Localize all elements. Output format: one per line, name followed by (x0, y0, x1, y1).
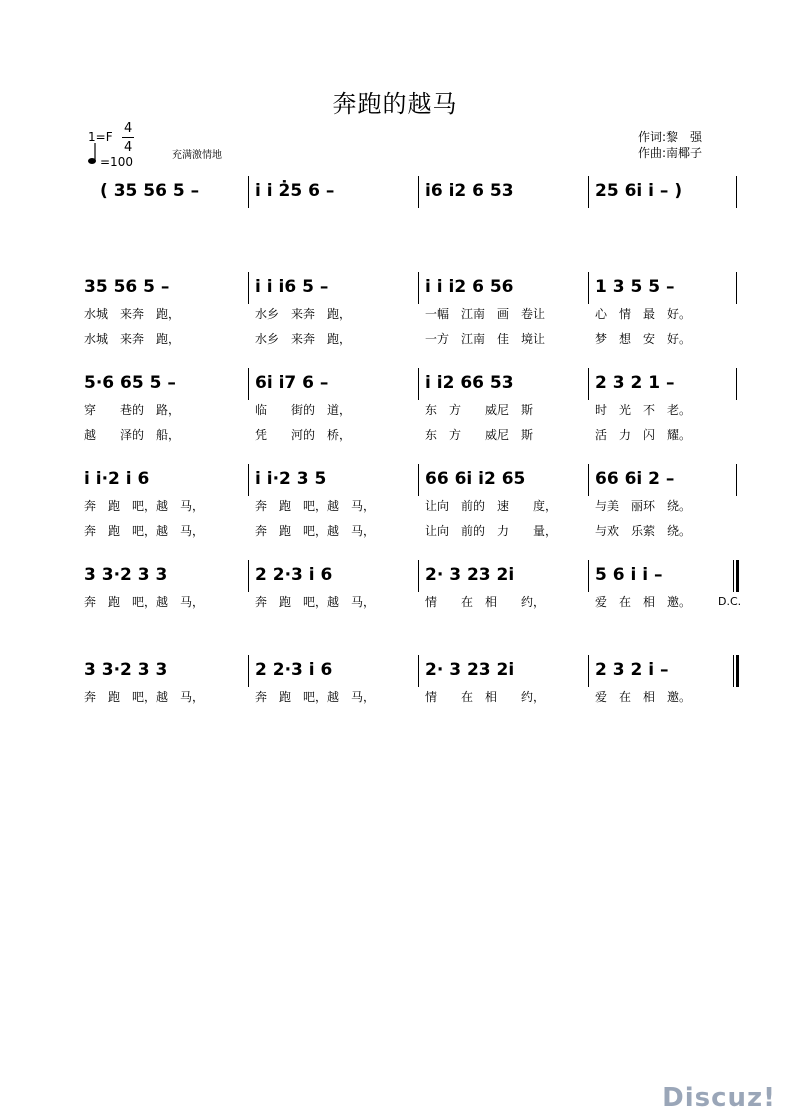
barline (418, 368, 419, 400)
measure: 25 6i i – ) (595, 181, 683, 201)
measure: 2 3 2 1 – (595, 373, 675, 393)
measure: 2 2·3 i 6 (255, 660, 333, 680)
lyric: 爱 在 相 邀。 (595, 595, 692, 609)
lyric: 奔 跑 吧，越 马， (84, 524, 205, 538)
measure: i i2 66 53 (425, 373, 514, 393)
measure: i i i2 6 56 (425, 277, 514, 297)
lyric: 奔 跑 吧，越 马， (255, 690, 376, 704)
lyric: 水城 来奔 跑， (84, 332, 181, 346)
barline (418, 176, 419, 208)
lyric: 让向 前的 力 量， (425, 524, 558, 538)
barline (588, 368, 589, 400)
measure: 66 6i 2 – (595, 469, 675, 489)
lyric: 穿 巷的 路， (84, 403, 181, 417)
lyric: 临 街的 道， (255, 403, 352, 417)
key-signature: 1=F (88, 130, 113, 144)
barline (588, 655, 589, 687)
watermark-logo: Discuz! (662, 1083, 776, 1113)
measure: 2· 3 23 2i (425, 660, 515, 680)
barline (248, 272, 249, 304)
lyric: 梦 想 安 好。 (595, 332, 692, 346)
final-barline (733, 655, 738, 687)
lyric: 一幅 江南 画 卷让 (425, 307, 546, 321)
barline (588, 464, 589, 496)
lyric: 奔 跑 吧，越 马， (255, 499, 376, 513)
lyric: 与美 丽环 绕。 (595, 499, 692, 513)
barline (588, 560, 589, 592)
lyric: 奔 跑 吧，越 马， (255, 524, 376, 538)
measure: 2· 3 23 2i (425, 565, 515, 585)
barline (736, 464, 737, 496)
lyric: 与欢 乐萦 绕。 (595, 524, 692, 538)
lyric: 东 方 威尼 斯 (425, 403, 534, 417)
lyric: 爱 在 相 邀。 (595, 690, 692, 704)
lyric: 心 情 最 好。 (595, 307, 692, 321)
measure: 2 2·3 i 6 (255, 565, 333, 585)
barline (736, 272, 737, 304)
measure: 3 3·2 3 3 (84, 660, 168, 680)
barline (418, 655, 419, 687)
barline (588, 176, 589, 208)
measure: i i i6 5 – (255, 277, 329, 297)
lyric: 奔 跑 吧，越 马， (84, 595, 205, 609)
barline (588, 272, 589, 304)
measure: 5·6 65 5 – (84, 373, 176, 393)
measure: 3 3·2 3 3 (84, 565, 168, 585)
lyric: 水乡 来奔 跑， (255, 307, 352, 321)
measure: ( 35 56 5 – (100, 181, 200, 201)
dc-marking: D.C. (718, 595, 742, 608)
lyric: 活 力 闪 耀。 (595, 428, 692, 442)
measure: 5 6 i i – (595, 565, 663, 585)
time-signature-top: 4 (124, 121, 133, 136)
song-title: 奔跑的越马 (332, 90, 458, 118)
lyric: 越 泽的 船， (84, 428, 181, 442)
lyricist-credit: 作词:黎 强 (638, 130, 703, 144)
lyric: 情 在 相 约， (425, 690, 546, 704)
final-barline (733, 560, 738, 592)
measure: i6 i2 6 53 (425, 181, 514, 201)
lyric: 情 在 相 约， (425, 595, 546, 609)
measure: 66 6i i2 65 (425, 469, 526, 489)
lyric: 奔 跑 吧，越 马， (84, 499, 205, 513)
barline (418, 560, 419, 592)
lyric: 奔 跑 吧，越 马， (84, 690, 205, 704)
measure: 6i i7 6 – (255, 373, 329, 393)
measure: i i 2̇5 6 – (255, 181, 335, 201)
lyric: 奔 跑 吧，越 马， (255, 595, 376, 609)
lyric: 东 方 威尼 斯 (425, 428, 534, 442)
barline (248, 368, 249, 400)
measure: i i·2 3 5 (255, 469, 327, 489)
expression-marking: 充满激情地 (172, 150, 222, 161)
lyric: 让向 前的 速 度， (425, 499, 558, 513)
barline (248, 560, 249, 592)
tempo-marking: =100 (100, 155, 133, 169)
measure: 35 56 5 – (84, 277, 170, 297)
measure: 2 3 2 i – (595, 660, 669, 680)
measure: 1 3 5 5 – (595, 277, 675, 297)
barline (736, 368, 737, 400)
barline (248, 464, 249, 496)
barline (418, 464, 419, 496)
time-signature-bottom: 4 (124, 140, 133, 155)
lyric: 时 光 不 老。 (595, 403, 692, 417)
barline (248, 176, 249, 208)
barline (736, 176, 737, 208)
barline (418, 272, 419, 304)
barline (248, 655, 249, 687)
lyric: 一方 江南 佳 境让 (425, 332, 546, 346)
composer-credit: 作曲:南椰子 (638, 146, 703, 160)
lyric: 水城 来奔 跑， (84, 307, 181, 321)
lyric: 水乡 来奔 跑， (255, 332, 352, 346)
time-signature-line (122, 137, 134, 138)
lyric: 凭 河的 桥， (255, 428, 352, 442)
quarter-note-icon (87, 142, 99, 166)
measure: i i·2 i 6 (84, 469, 150, 489)
